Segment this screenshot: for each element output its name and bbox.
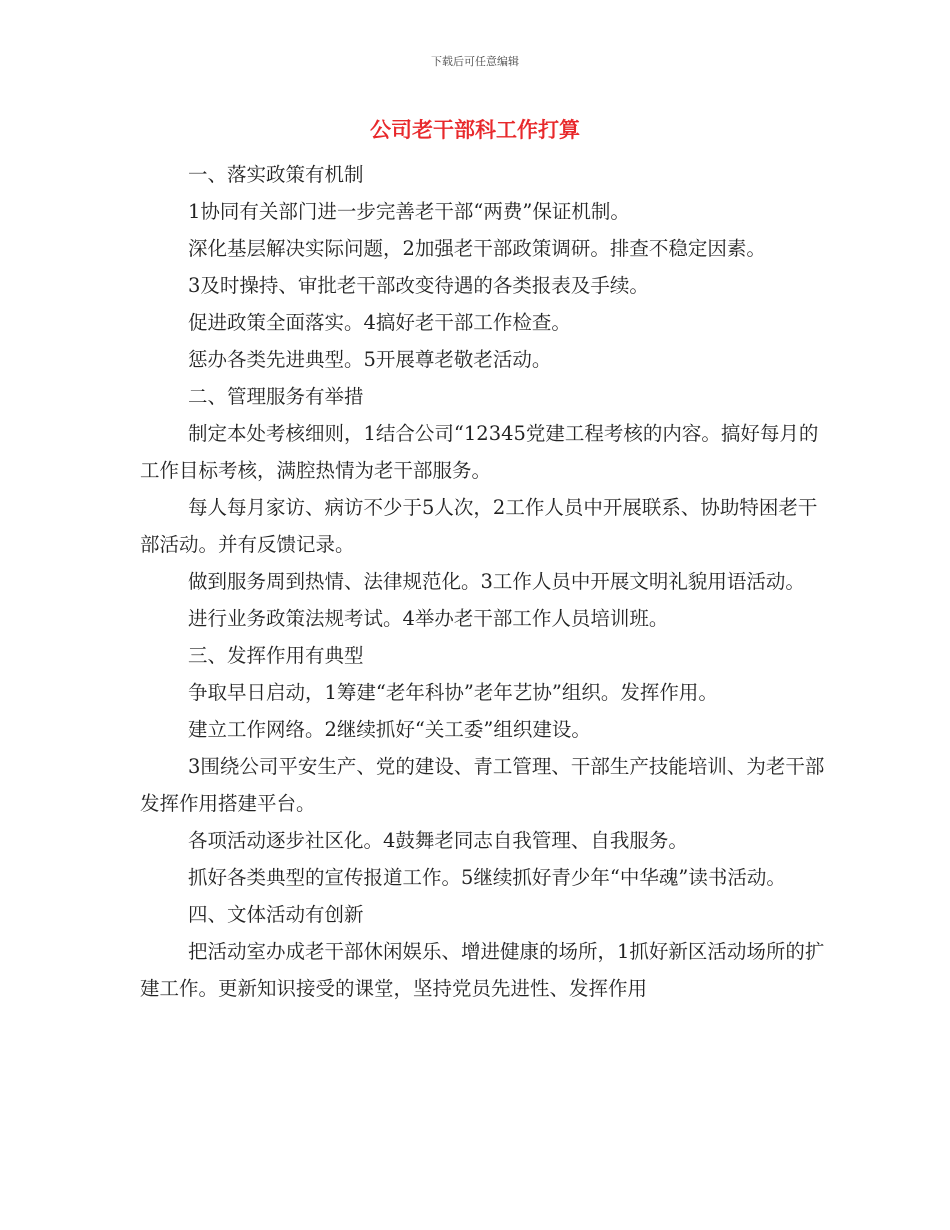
paragraph: 做到服务周到热情、法律规范化。3工作人员中开展文明礼貌用语活动。: [188, 570, 805, 593]
paragraph: 3及时操持、审批老干部改变待遇的各类报表及手续。: [188, 274, 649, 297]
page-header-note: 下载后可任意编辑: [431, 55, 519, 68]
paragraph: 深化基层解决实际问题，2加强老干部政策调研。排查不稳定因素。: [188, 237, 766, 260]
paragraph: 1协同有关部门进一步完善老干部“两费”保证机制。: [188, 200, 630, 223]
section-heading-3: 三、发挥作用有典型: [188, 644, 364, 667]
paragraph: 3围绕公司平安生产、党的建设、青工管理、干部生产技能培训、为老干部发挥作用搭建平台。: [140, 755, 825, 815]
paragraph: 每人每月家访、病访不少于5人次，2工作人员中开展联系、协助特困老干部活动。并有反馈记录。: [140, 496, 818, 556]
section-heading-4: 四、文体活动有创新: [188, 903, 364, 926]
section-heading-1: 一、落实政策有机制: [188, 163, 364, 186]
paragraph: 建立工作网络。2继续抓好“关工委”组织建设。: [188, 718, 591, 741]
paragraph: 把活动室办成老干部休闲娱乐、增进健康的场所，1抓好新区活动场所的扩建工作。更新知识接受的课堂，坚持党员先进性、发挥作用: [140, 940, 825, 1000]
paragraph: 制定本处考核细则，1结合公司“12345党建工程考核的内容。搞好每月的工作目标考核，满腔热情为老干部服务。: [140, 422, 819, 482]
document-title: 公司老干部科工作打算: [370, 118, 580, 142]
paragraph: 进行业务政策法规考试。4举办老干部工作人员培训班。: [188, 607, 669, 630]
paragraph: 抓好各类典型的宣传报道工作。5继续抓好青少年“中华魂”读书活动。: [188, 866, 786, 889]
paragraph: 惩办各类先进典型。5开展尊老敬老活动。: [188, 348, 552, 371]
section-heading-2: 二、管理服务有举措: [188, 385, 364, 408]
paragraph: 各项活动逐步社区化。4鼓舞老同志自我管理、自我服务。: [188, 829, 688, 852]
document-body: [140, 156, 830, 1007]
paragraph: 争取早日启动，1筹建“老年科协”老年艺协”组织。发挥作用。: [188, 681, 718, 704]
paragraph: 促进政策全面落实。4搞好老干部工作检查。: [188, 311, 571, 334]
